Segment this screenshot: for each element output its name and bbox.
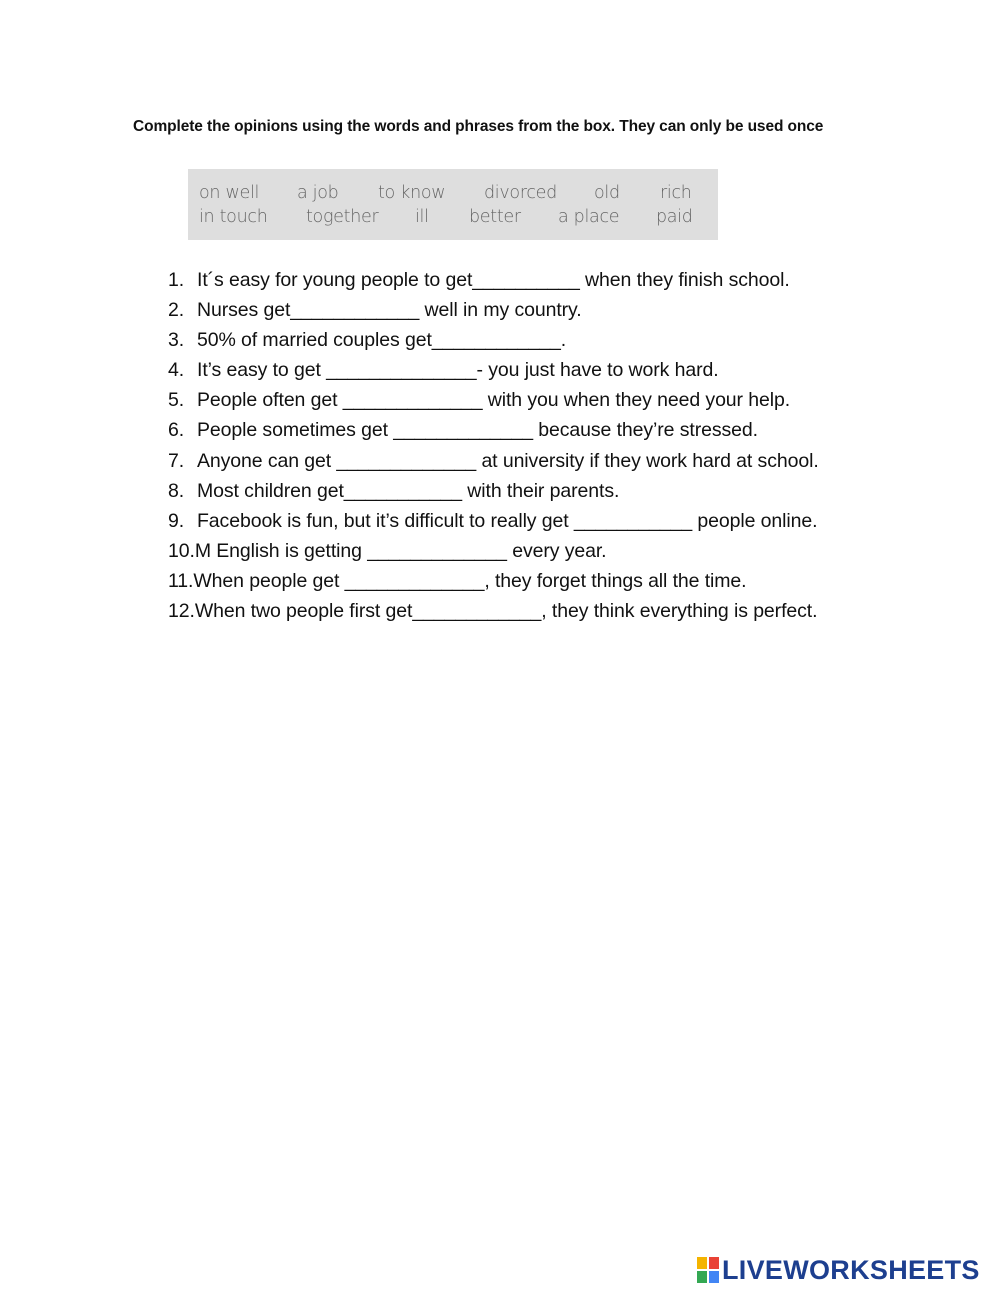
question-text: 50% of married couples get____________. xyxy=(197,329,567,352)
question-number: 2. xyxy=(168,299,185,322)
word-option: together xyxy=(306,207,379,227)
question-number: 9. xyxy=(168,509,185,532)
question-item xyxy=(168,295,819,325)
question-number: 10. xyxy=(168,539,195,562)
question-text: When people get _____________, they forget things all the time. xyxy=(193,569,747,592)
question-number: 1. xyxy=(168,269,185,291)
word-option: on well xyxy=(199,183,260,203)
question-text: Nurses get____________ well in my country. xyxy=(197,299,582,322)
question-list xyxy=(168,265,819,626)
question-text: Most children get___________ with their parents. xyxy=(197,479,620,502)
word-option: a place xyxy=(558,207,620,227)
question-text: It’s easy to get ______________- you just have to work hard. xyxy=(197,359,719,382)
question-item xyxy=(168,506,819,536)
word-option: rich xyxy=(660,183,692,203)
word-option: ill xyxy=(415,207,429,227)
question-text: When two people first get____________, they think everything is perfect. xyxy=(194,600,818,623)
word-option: better xyxy=(469,207,521,227)
question-number: 6. xyxy=(168,419,185,442)
question-number: 3. xyxy=(168,329,185,352)
question-text: Anyone can get _____________ at university if they work hard at school. xyxy=(197,449,819,472)
liveworksheets-logo[interactable] xyxy=(697,1253,980,1287)
question-item xyxy=(168,566,819,596)
logo-icon xyxy=(697,1257,719,1283)
question-item xyxy=(168,596,819,626)
word-option: in touch xyxy=(199,207,268,227)
question-number: 11. xyxy=(168,569,194,592)
word-box xyxy=(188,169,718,240)
question-number: 7. xyxy=(168,449,185,472)
question-text: Facebook is fun, but it’s difficult to really get ___________ people online. xyxy=(197,509,818,532)
question-text: M English is getting _____________ every year. xyxy=(194,539,607,562)
word-option: a job xyxy=(297,183,339,203)
logo-square-icon xyxy=(697,1257,707,1269)
question-item xyxy=(168,385,819,415)
question-number: 8. xyxy=(168,479,185,502)
word-option: paid xyxy=(656,207,693,227)
word-option: divorced xyxy=(484,183,557,203)
question-item xyxy=(168,265,819,295)
word-option: to know xyxy=(378,183,446,203)
question-item xyxy=(168,355,819,385)
logo-square-icon xyxy=(697,1271,707,1283)
question-number: 12. xyxy=(168,600,195,623)
question-item xyxy=(168,476,819,506)
logo-square-icon xyxy=(709,1257,719,1269)
question-number: 4. xyxy=(168,359,185,382)
word-option: old xyxy=(594,183,620,203)
question-number: 5. xyxy=(168,389,185,412)
question-text: It´s easy for young people to get__________ when they finish school. xyxy=(197,269,790,291)
question-item xyxy=(168,415,819,445)
logo-square-icon xyxy=(709,1271,719,1283)
instruction-heading: Complete the opinions using the words and phrases from the box. They can only be used once xyxy=(133,118,824,135)
question-text: People often get _____________ with you when they need your help. xyxy=(197,389,791,412)
question-text: People sometimes get _____________ because they’re stressed. xyxy=(197,419,758,442)
question-item xyxy=(168,536,819,566)
logo-text: LIVEWORKSHEETS xyxy=(722,1254,980,1285)
question-item xyxy=(168,446,819,476)
question-item xyxy=(168,325,819,355)
